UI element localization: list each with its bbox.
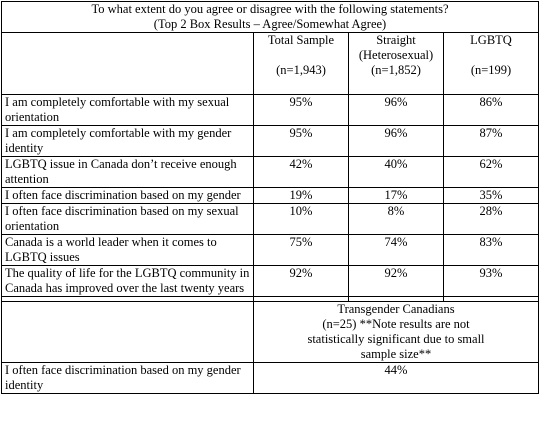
header-lgbtq — [444, 33, 539, 95]
table-row — [2, 95, 539, 126]
value-lgbtq: 86% — [444, 95, 539, 126]
transgender-header-title: Transgender Canadians — [337, 302, 455, 316]
value-lgbtq: 83% — [444, 235, 539, 266]
title-line-1: To what extent do you agree or disagree with the following statements? — [91, 2, 449, 16]
table-row — [2, 157, 539, 188]
header-n: (n=199) — [470, 63, 512, 77]
value-total: 95% — [254, 126, 349, 157]
value-lgbtq: 93% — [444, 266, 539, 297]
title-row — [2, 2, 539, 33]
table-row — [2, 363, 539, 394]
value-total: 42% — [254, 157, 349, 188]
header-n: (n=1,852) — [371, 63, 421, 77]
header-label-2 — [447, 48, 535, 63]
transgender-blank-cell — [2, 302, 254, 363]
header-label: LGBTQ — [470, 33, 512, 47]
table-row — [2, 235, 539, 266]
value-total: 75% — [254, 235, 349, 266]
statement-cell: LGBTQ issue in Canada don’t receive enough attention — [2, 157, 254, 188]
value-straight: 74% — [349, 235, 444, 266]
statement-cell: I often face discrimination based on my gender identity — [2, 363, 254, 394]
table-row — [2, 266, 539, 297]
value-total: 19% — [254, 188, 349, 204]
statement-cell: I often face discrimination based on my gender — [2, 188, 254, 204]
value-transgender — [254, 363, 539, 394]
header-label: Total Sample — [267, 33, 335, 47]
transgender-header-row — [2, 302, 539, 363]
statement-cell: I am completely comfortable with my gender identity — [2, 126, 254, 157]
transgender-header-text — [296, 302, 496, 362]
statement-cell: The quality of life for the LGBTQ community in Canada has improved over the last twenty years — [2, 266, 254, 297]
value-transgender-text: 44% — [384, 363, 408, 377]
value-straight: 17% — [349, 188, 444, 204]
value-straight: 96% — [349, 126, 444, 157]
statement-cell: I often face discrimination based on my sexual orientation — [2, 204, 254, 235]
value-straight: 96% — [349, 95, 444, 126]
table-row — [2, 188, 539, 204]
column-header-row — [2, 33, 539, 95]
header-total-sample — [254, 33, 349, 95]
header-label-2 — [257, 48, 345, 63]
value-total: 10% — [254, 204, 349, 235]
statement-cell: I am completely comfortable with my sexual orientation — [2, 95, 254, 126]
value-lgbtq: 28% — [444, 204, 539, 235]
header-blank-cell — [2, 33, 254, 95]
title-line-2: (Top 2 Box Results – Agree/Somewhat Agree) — [153, 17, 387, 31]
value-total: 92% — [254, 266, 349, 297]
transgender-header-cell — [254, 302, 539, 363]
header-n: (n=1,943) — [276, 63, 326, 77]
table-title — [2, 2, 539, 33]
transgender-header-note: (n=25) **Note results are not statistically significant due to small sample size** — [307, 317, 485, 361]
value-straight: 8% — [349, 204, 444, 235]
value-lgbtq: 62% — [444, 157, 539, 188]
survey-results-table — [1, 1, 539, 394]
value-straight: 92% — [349, 266, 444, 297]
header-label: Straight — [376, 33, 416, 47]
header-straight — [349, 33, 444, 95]
value-lgbtq: 35% — [444, 188, 539, 204]
table-row — [2, 126, 539, 157]
value-straight: 40% — [349, 157, 444, 188]
statement-cell: Canada is a world leader when it comes to LGBTQ issues — [2, 235, 254, 266]
value-lgbtq: 87% — [444, 126, 539, 157]
value-total: 95% — [254, 95, 349, 126]
survey-table-container — [1, 1, 539, 394]
header-label-2: (Heterosexual) — [358, 48, 434, 62]
table-row — [2, 204, 539, 235]
